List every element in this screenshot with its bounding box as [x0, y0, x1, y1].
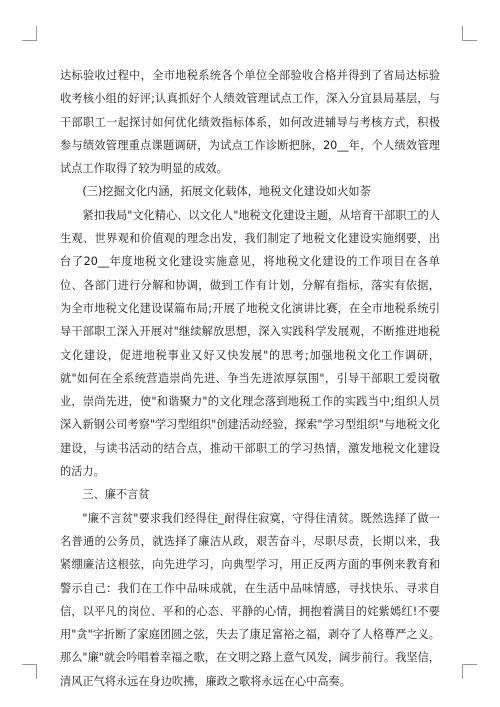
- section-heading-culture: (三)挖掘文化内涵，拓展文化载体，地税文化建设如火如荼: [82, 185, 371, 199]
- crop-mark-bottom-left: [22, 664, 37, 679]
- paragraph-performance-management: 达标验收过程中，全市地税系统各个单位全部验收合格并得到了省局达标验收考核小组的好评;认真抓好个人绩效管理试点工作，深入分宜县局基层，与干部职工一起探讨如何优化绩效指标体系，如何改进辅导与考核方式，积极参与绩效管理重点课题调研，为试点工作诊断把脉，20__年，个人绩效管理试点工作取得了较为明显的成效。: [60, 69, 440, 176]
- paragraph-integrity: "廉不言贫"要求我们经得住_耐得住寂寞，守得住清贫。既然选择了做一名普通的公务员，就选择了廉洁从政，艰苦奋斗，尽职尽责，长期以来，我紧绷廉洁这根弦，向先进学习，向典型学习，用正反两方面的事例来教育和警示自己：我们在工作中品味成就，在生活中品味情感，寻找快乐、寻求自信，以平凡的岗位、平和的心态、平静的心情，拥抱着满目的姹紫嫣红!不要用"贪"字折断了家庭团圆之弦，失去了康足富裕之福，剥夺了人格尊严之义。那么"廉"就会吟唱着幸福之歌，在文明之路上意气风发，阔步前行。我坚信，清风正气将永远在身边吹拂，廉政之歌将永远在心中高奏。: [60, 511, 440, 688]
- crop-mark-bottom-right: [462, 664, 477, 679]
- paragraph-culture-building: 紧扣我局"文化精心、以文化人"地税文化建设主题，从培育干部职工的人生观、世界观和价值观的理念出发，我们制定了地税文化建设实施纲要，出台了20__年度地税文化建设实施意见，将地税文化建设的工作项目在各单位、各部门进行分解和协调，做到工作有计划，分解有指标，落实有依据，为全市地税文化建设谋篇布局;开展了地税文化演讲比赛，在全市地税系统引导干部职工深入开展对"继续解放思想，深入实践科学发展观，不断推进地税文化建设，促进地税事业又好又快发展"的思考;加强地税文化工作调研，就"如何在全系统营造崇尚先进、争当先进浓厚氛围"，引导干部职工爱岗敬业，崇尚先进，使"和谐聚力"的文化理念落到地税工作的实践当中;组织人员深入新钢公司考察"学习型组织"创建活动经验，探索"学习型组织"与地税文化建设，与读书活动的结合点，推动干部职工的学习热情，激发地税文化建设的活力。: [60, 208, 440, 479]
- crop-mark-top-right: [462, 26, 477, 41]
- crop-mark-top-left: [22, 26, 37, 41]
- section-heading-integrity: 三、廉不言贫: [82, 488, 150, 502]
- document-body: [60, 64, 440, 693]
